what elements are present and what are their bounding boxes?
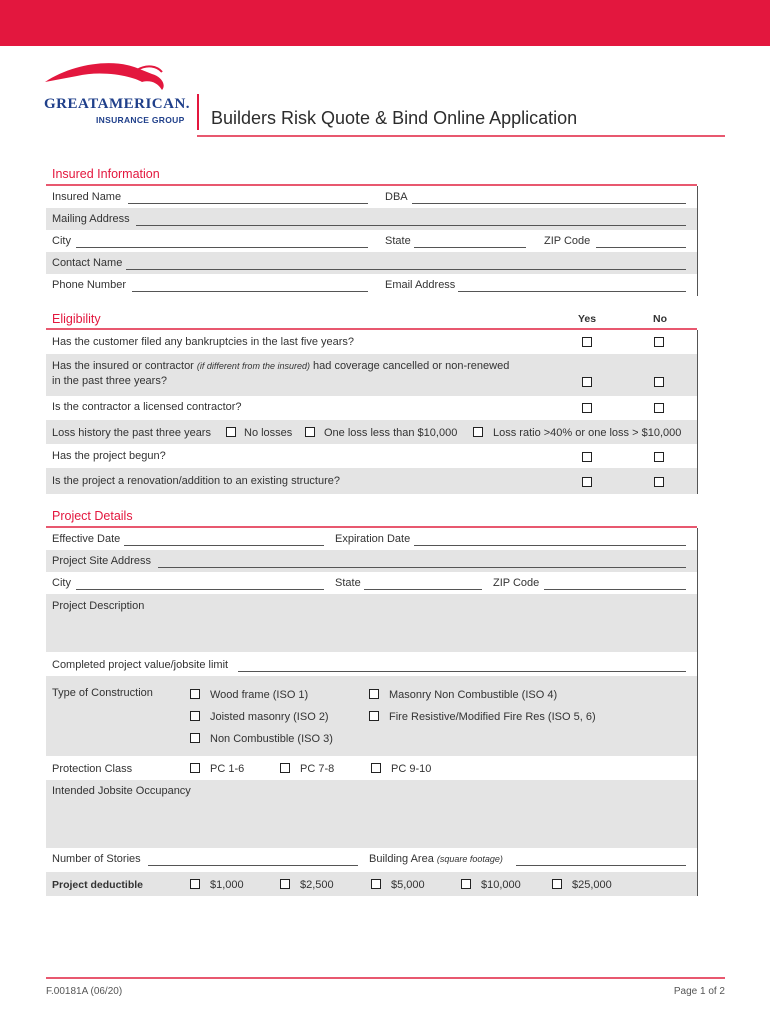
insured-row-5 [46,274,697,296]
footer-rule [46,977,725,979]
occupancy-label: Intended Jobsite Occupancy [52,785,191,797]
logo-subtitle: INSURANCE GROUP [96,115,185,125]
project-row-protection [46,756,697,780]
project-row-city [46,572,697,594]
phone-field[interactable] [132,291,368,292]
insured-row-2 [46,208,697,230]
site-address-label: Project Site Address [52,555,152,567]
licensed-yes-checkbox[interactable] [582,403,592,413]
dba-label: DBA [385,191,408,203]
project-row-stories [46,848,697,872]
deductible-25000-label: $25,000 [572,879,612,891]
project-state-field[interactable] [364,589,482,590]
deductible-5000-checkbox[interactable] [371,879,381,889]
question-cancelled: Has the insured or contractor (if different from the insured) had coverage cancelled or non-renewed [52,360,510,372]
cancelled-no-checkbox[interactable] [654,377,664,387]
project-row-value [46,652,697,676]
city-label: City [52,235,71,247]
non-combustible-checkbox[interactable] [190,733,200,743]
form-number: F.00181A (06/20) [46,986,123,997]
joisted-masonry-label: Joisted masonry (ISO 2) [210,711,329,723]
yes-header: Yes [578,313,597,325]
one-loss-checkbox[interactable] [305,427,315,437]
eligibility-row-renovation [46,468,697,494]
no-header: No [653,313,667,325]
deductible-10000-label: $10,000 [481,879,521,891]
email-label: Email Address [385,279,456,291]
deductible-2500-label: $2,500 [300,879,334,891]
page-number: Page 1 of 2 [673,986,725,997]
building-area-field[interactable] [516,865,686,866]
bankruptcy-yes-checkbox[interactable] [582,337,592,347]
non-combustible-label: Non Combustible (ISO 3) [210,733,333,745]
project-row-address [46,550,697,572]
pc-7-8-label: PC 7-8 [300,763,335,775]
joisted-masonry-checkbox[interactable] [190,711,200,721]
company-logo [42,60,202,130]
project-row-occupancy[interactable] [46,780,697,848]
logo-wordmark: GREATAMERICAN. [44,96,191,112]
loss-history-label: Loss history the past three years [52,427,211,439]
effective-date-field[interactable] [124,545,324,546]
section-title-eligibility: Eligibility [52,312,101,326]
top-banner [0,0,770,46]
state-label: State [385,235,411,247]
eligibility-row-cancelled [46,354,697,396]
begun-yes-checkbox[interactable] [582,452,592,462]
no-losses-checkbox[interactable] [226,427,236,437]
deductible-2500-checkbox[interactable] [280,879,290,889]
eligibility-row-licensed [46,396,697,420]
stories-label: Number of Stories [52,853,141,865]
state-field[interactable] [414,247,526,248]
deductible-1000-label: $1,000 [210,879,244,891]
site-address-field[interactable] [158,567,686,568]
expiration-date-label: Expiration Date [335,533,411,545]
project-box [46,528,698,896]
expiration-date-field[interactable] [414,545,686,546]
wood-frame-checkbox[interactable] [190,689,200,699]
zip-label: ZIP Code [544,235,591,247]
pc-7-8-checkbox[interactable] [280,763,290,773]
bankruptcy-no-checkbox[interactable] [654,337,664,347]
header-rule [197,135,725,137]
insured-row-4 [46,252,697,274]
deductible-25000-checkbox[interactable] [552,879,562,889]
renovation-yes-checkbox[interactable] [582,477,592,487]
mailing-address-field[interactable] [136,225,686,226]
description-label: Project Description [52,600,145,612]
project-zip-label: ZIP Code [493,577,540,589]
completed-value-field[interactable] [238,671,686,672]
stories-field[interactable] [148,865,358,866]
completed-value-label: Completed project value/jobsite limit [52,659,229,671]
cancelled-yes-checkbox[interactable] [582,377,592,387]
project-city-field[interactable] [76,589,324,590]
one-loss-label: One loss less than $10,000 [324,427,458,439]
renovation-no-checkbox[interactable] [654,477,664,487]
masonry-noncombustible-label: Masonry Non Combustible (ISO 4) [389,689,558,701]
pc-1-6-checkbox[interactable] [190,763,200,773]
protection-class-label: Protection Class [52,763,133,775]
pc-1-6-label: PC 1-6 [210,763,245,775]
project-row-construction [46,676,697,756]
insured-box [46,186,698,296]
eligibility-box [46,330,698,494]
fire-resistive-label: Fire Resistive/Modified Fire Res (ISO 5, 6) [389,711,596,723]
insured-row-3 [46,230,697,252]
question-bankruptcy: Has the customer filed any bankruptcies in the last five years? [52,336,355,348]
project-state-label: State [335,577,361,589]
loss-ratio-label: Loss ratio >40% or one loss > $10,000 [493,427,682,439]
insured-row-1 [46,186,697,208]
page-title: Builders Risk Quote & Bind Online Application [211,108,578,128]
construction-label: Type of Construction [52,687,153,699]
insured-name-label: Insured Name [52,191,122,203]
mailing-address-label: Mailing Address [52,213,130,225]
project-city-label: City [52,577,71,589]
phone-label: Phone Number [52,279,126,291]
project-row-deductible [46,872,697,896]
fire-resistive-checkbox[interactable] [369,711,379,721]
deductible-5000-label: $5,000 [391,879,425,891]
zip-field[interactable] [596,247,686,248]
deductible-label: Project deductible [52,879,144,891]
eligibility-row-loss-history [46,420,697,444]
question-licensed: Is the contractor a licensed contractor? [52,401,242,413]
section-title-project: Project Details [52,509,133,523]
project-row-dates [46,528,697,550]
licensed-no-checkbox[interactable] [654,403,664,413]
contact-name-label: Contact Name [52,257,123,269]
question-cancelled-cont: in the past three years? [52,375,167,387]
deductible-1000-checkbox[interactable] [190,879,200,889]
begun-no-checkbox[interactable] [654,452,664,462]
email-field[interactable] [458,291,686,292]
eligibility-row-bankruptcy [46,330,697,354]
eagle-icon [42,60,202,100]
no-losses-label: No losses [244,427,293,439]
eligibility-row-begun [46,444,697,468]
project-row-description[interactable] [46,594,697,652]
pc-9-10-checkbox[interactable] [371,763,381,773]
header-divider [197,94,199,130]
masonry-noncombustible-checkbox[interactable] [369,689,379,699]
insured-name-field[interactable] [128,203,368,204]
building-area-label: Building Area (square footage) [369,853,503,865]
effective-date-label: Effective Date [52,533,121,545]
question-begun: Has the project begun? [52,450,166,462]
question-renovation: Is the project a renovation/addition to an existing structure? [52,475,341,487]
section-title-insured: Insured Information [52,167,160,181]
deductible-10000-checkbox[interactable] [461,879,471,889]
wood-frame-label: Wood frame (ISO 1) [210,689,309,701]
contact-name-field[interactable] [126,269,686,270]
city-field[interactable] [76,247,368,248]
loss-ratio-checkbox[interactable] [473,427,483,437]
dba-field[interactable] [412,203,686,204]
project-zip-field[interactable] [544,589,686,590]
pc-9-10-label: PC 9-10 [391,763,432,775]
